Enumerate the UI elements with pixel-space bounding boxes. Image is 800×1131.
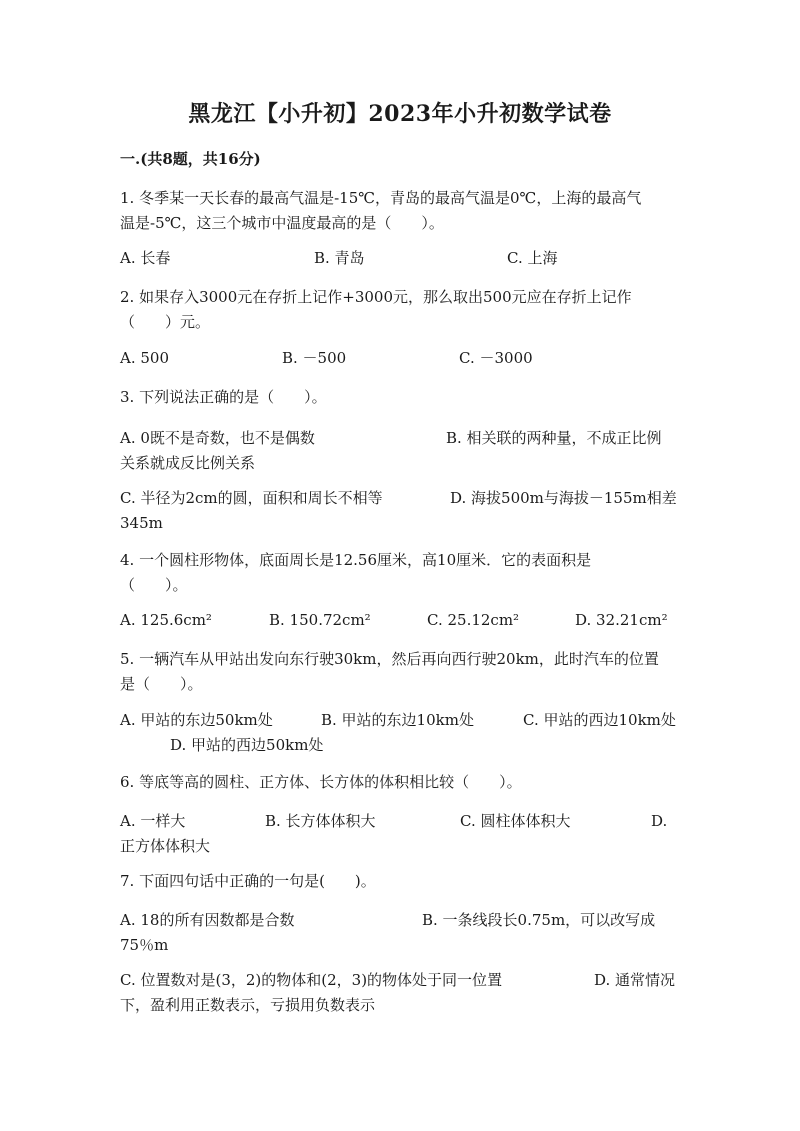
option-c: C. 25.12cm²: [427, 611, 520, 629]
question-2-line-2: （ ）元。: [120, 313, 211, 331]
question-2: [120, 285, 682, 335]
question-3-line-1: 3. 下列说法正确的是（ ）。: [120, 388, 327, 406]
option-c: C. 位置数对是(3，2)的物体和(2，3)的物体处于同一位置: [120, 971, 503, 989]
question-5-line-1: 5. 一辆汽车从甲站出发向东行驶30km，然后再向西行驶20km，此时汽车的位置: [120, 650, 659, 668]
option-c: C. －3000: [459, 349, 533, 367]
option-b: B. 甲站的东边10km处: [321, 711, 474, 729]
question-4-line-1: 4. 一个圆柱形物体，底面周长是12.56厘米，高10厘米．它的表面积是: [120, 551, 592, 569]
option-a: A. 18的所有因数都是合数: [120, 911, 295, 929]
option-a: A. 0既不是奇数，也不是偶数: [120, 429, 315, 447]
option-c: C. 圆柱体体积大: [460, 812, 571, 830]
question-6-options: [120, 809, 682, 859]
option-b: B. 青岛: [314, 249, 365, 267]
option-a: A. 500: [120, 349, 169, 367]
option-d: D. 海拔500m与海拔－155m相差: [450, 489, 677, 507]
question-7: [120, 869, 682, 894]
option-d: D. 32.21cm²: [575, 611, 668, 629]
option-b: B. 150.72cm²: [269, 611, 371, 629]
option-b-continued: 关系就成反比例关系: [120, 454, 256, 472]
option-a: A. 长春: [120, 249, 171, 267]
question-4-line-2: （ ）。: [120, 576, 188, 594]
question-1-line-1: 1. 冬季某一天长春的最高气温是-15℃，青岛的最高气温是0℃，上海的最高气: [120, 189, 642, 207]
question-4: [120, 548, 682, 598]
option-d: D.: [651, 812, 668, 830]
question-7-options-ab: [120, 908, 682, 958]
question-1-line-2: 温是-5℃，这三个城市中温度最高的是（ ）。: [120, 214, 444, 232]
option-c: C. 半径为2cm的圆，面积和周长不相等: [120, 489, 383, 507]
option-d: D. 甲站的西边50km处: [170, 736, 324, 754]
question-7-line-1: 7. 下面四句话中正确的一句是( )。: [120, 872, 376, 890]
option-d-continued: 正方体体积大: [120, 837, 211, 855]
question-2-line-1: 2. 如果存入3000元在存折上记作+3000元，那么取出500元应在存折上记作: [120, 288, 632, 306]
option-c: C. 上海: [507, 249, 558, 267]
question-1: [120, 186, 682, 236]
question-5-line-2: 是（ ）。: [120, 675, 203, 693]
option-b-continued: 75％m: [120, 936, 169, 954]
option-b: B. 长方体体积大: [265, 812, 376, 830]
option-b: B. 一条线段长0.75m，可以改写成: [422, 911, 656, 929]
option-d-continued: 下，盈利用正数表示，亏损用负数表示: [120, 996, 376, 1014]
question-5-options: [120, 708, 682, 758]
option-b: B. 相关联的两种量，不成正比例: [446, 429, 662, 447]
option-b: B. －500: [282, 349, 347, 367]
question-3-options-cd: [120, 486, 682, 536]
option-c: C. 甲站的西边10km处: [523, 711, 676, 729]
question-6-line-1: 6. 等底等高的圆柱、正方体、长方体的体积相比较（ ）。: [120, 773, 522, 791]
option-d-continued: 345m: [120, 514, 163, 532]
option-a: A. 125.6cm²: [120, 611, 212, 629]
option-a: A. 甲站的东边50km处: [120, 711, 273, 729]
question-5: [120, 647, 682, 697]
question-3: [120, 385, 682, 410]
section-heading: 一.(共8题，共16分): [120, 150, 261, 168]
question-3-options-ab: [120, 426, 682, 476]
question-6: [120, 770, 682, 795]
question-7-options-cd: [120, 968, 682, 1018]
option-a: A. 一样大: [120, 812, 186, 830]
option-d: D. 通常情况: [594, 971, 676, 989]
exam-title: 黑龙江【小升初】2023年小升初数学试卷: [188, 101, 612, 127]
